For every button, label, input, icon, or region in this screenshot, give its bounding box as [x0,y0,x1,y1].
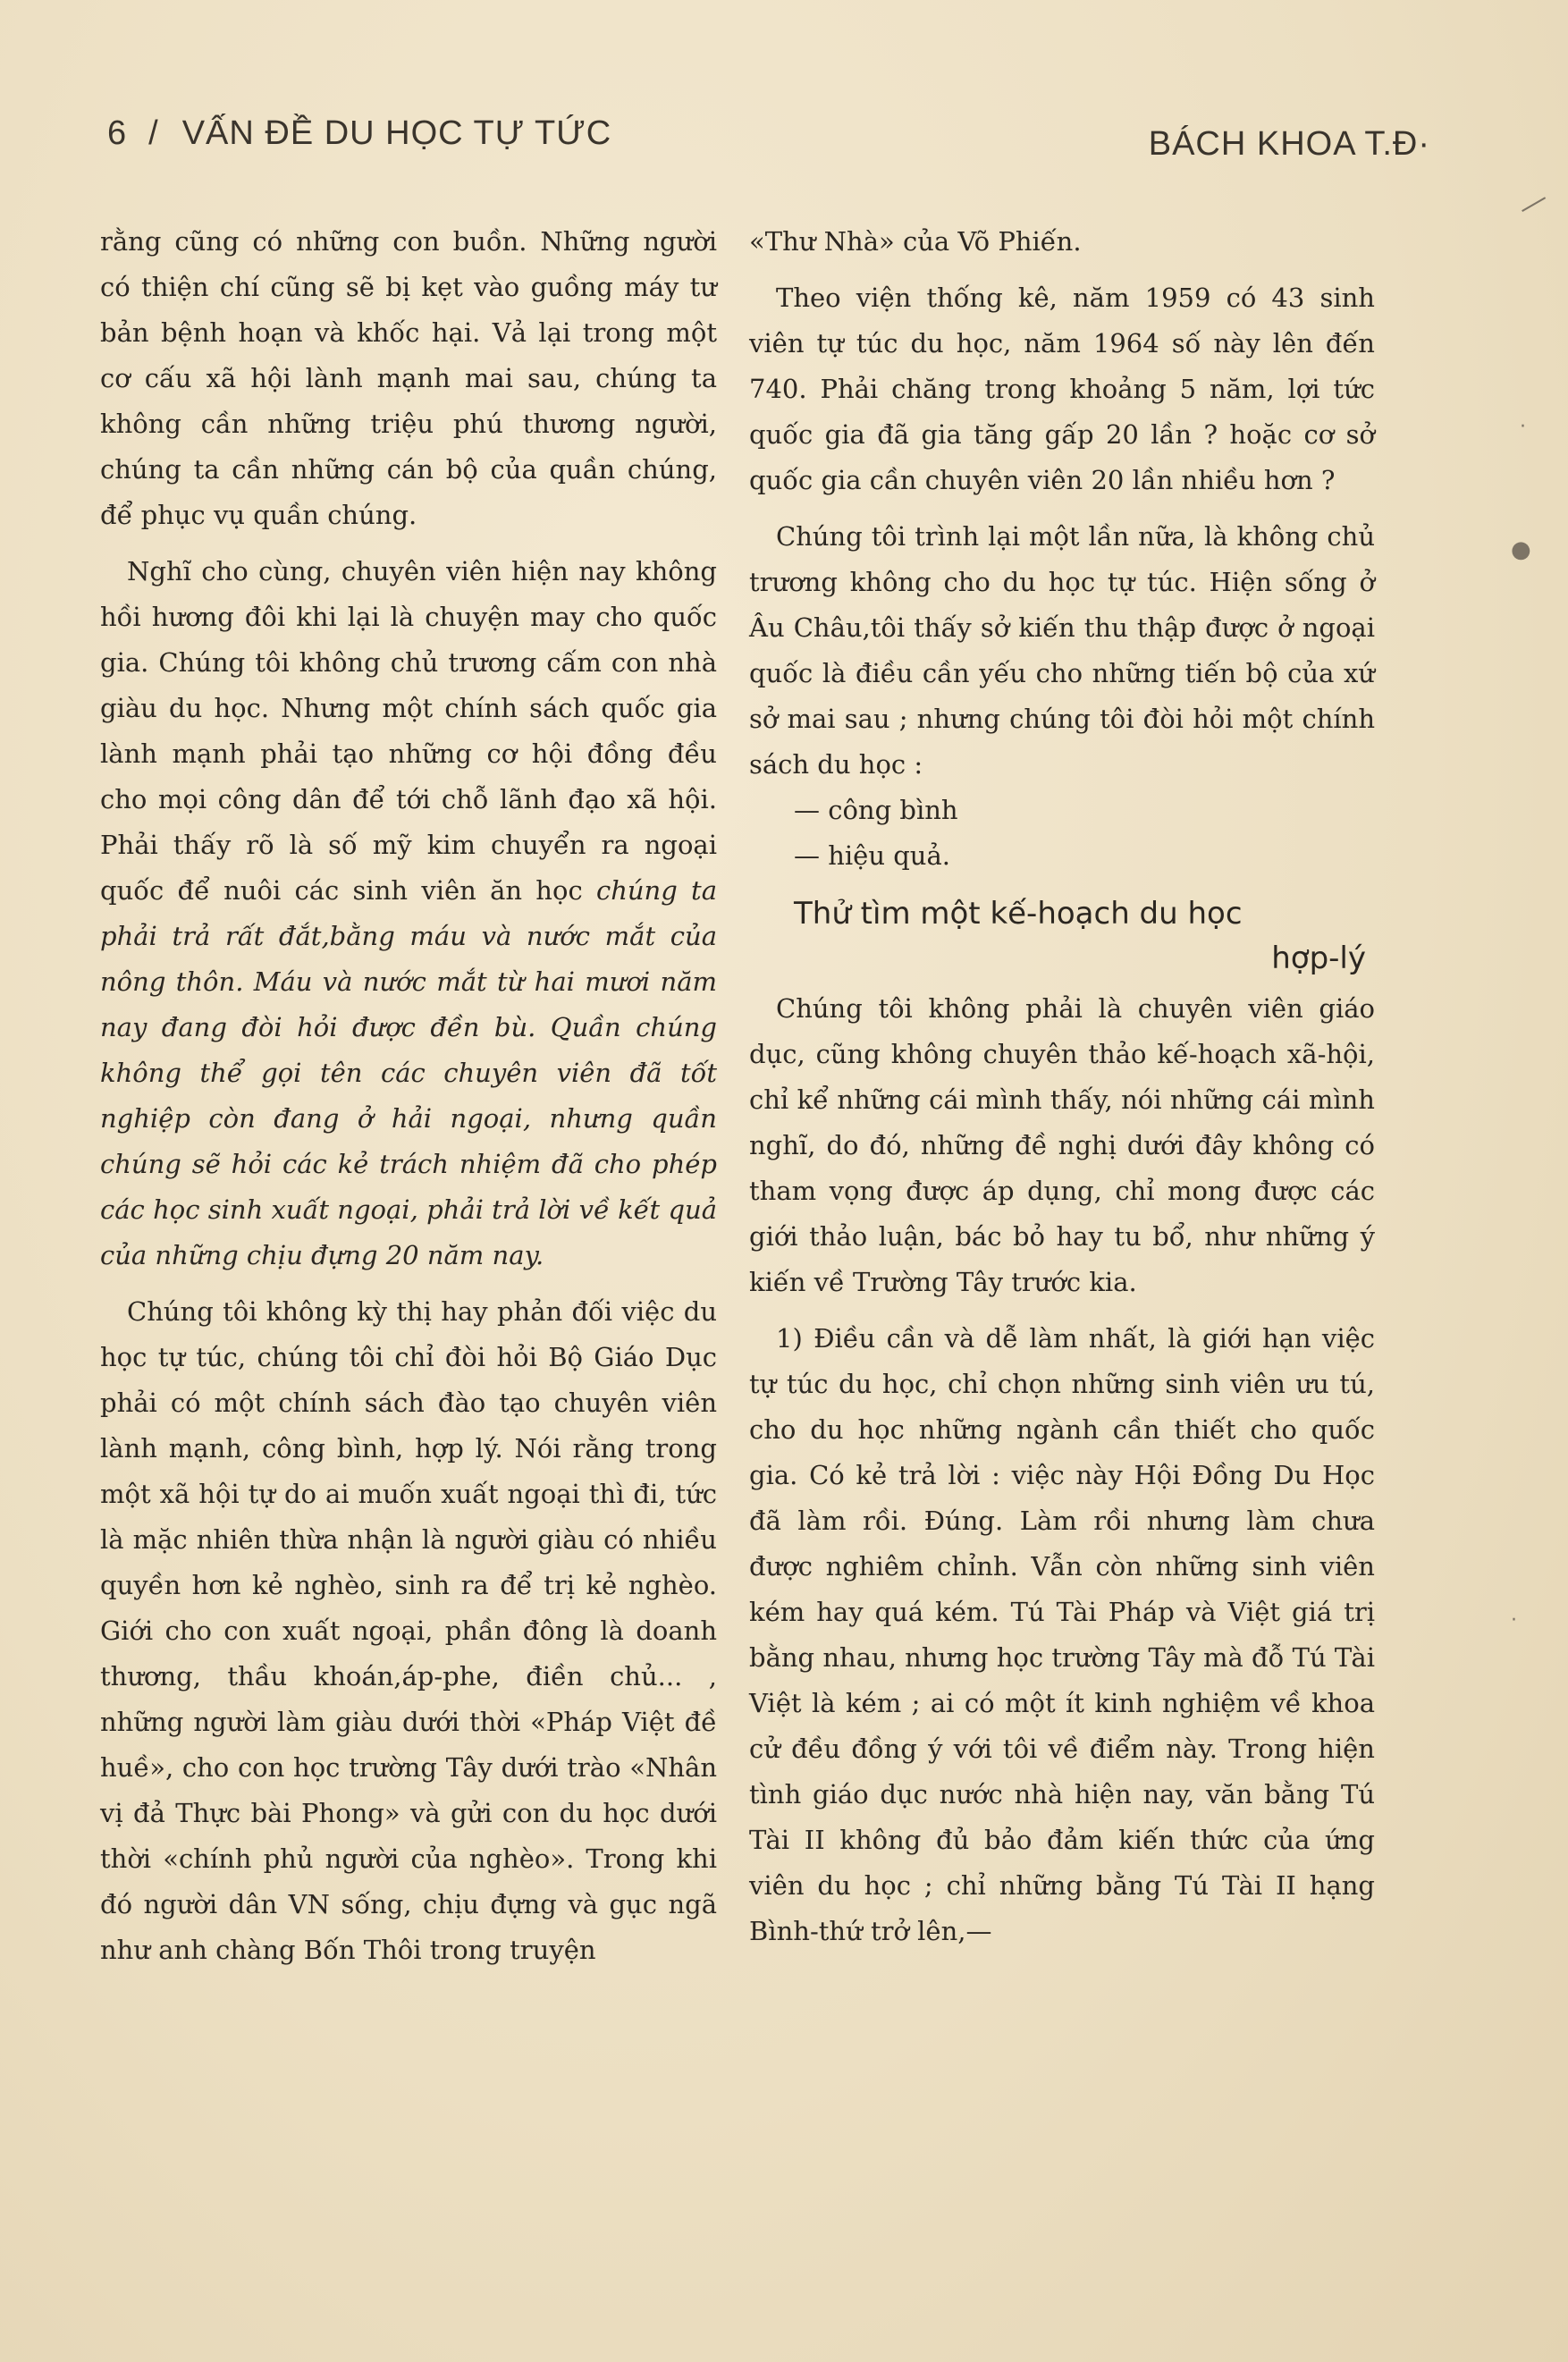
magazine-name: BÁCH KHOA T.Đ· [1148,125,1430,163]
header-left [107,114,611,153]
section-heading-line: hợp-lý [1271,941,1366,976]
paragraph: 1) Điều cần và dễ làm nhất, là giới hạn việc tự túc du học, chỉ chọn những sinh viên ưu tú, cho du học những ngành cần thiết cho quốc gia. Có kẻ trả lời : việc này Hội Đồng Du Học đã làm rồi. Đúng. Làm rồi nhưng làm chưa được nghiêm chỉnh. Vẫn còn những sinh viên kém hay quá kém. Tú Tài Pháp và Việt giá trị bằng nhau, nhưng học trường Tây mà đỗ Tú Tài Việt là kém ; ai có một ít kinh nghiệm về khoa cử đều đồng ý với tôi về điểm này. Trong hiện tình giáo dục nước nhà hiện nay, văn bằng Tú Tài II không đủ bảo đảm kiến thức của ứng viên du học ; chỉ những bằng Tú Tài II hạng Bình-thứ trở lên,— [749,1323,1375,1946]
paragraph-text: Nghĩ cho cùng, chuyên viên hiện nay không hồi hương đôi khi lại là chuyện may cho quốc gia. Chúng tôi không chủ trương cấm con nhà giàu du học. Nhưng một chính sách quốc gia lành mạnh phải tạo những cơ hội đồng đều cho mọi công dân để tới chỗ lãnh đạo xã hội. Phải thấy rõ là số mỹ kim chuyển ra ngoại quốc để nuôi các sinh viên ăn học [100,556,717,906]
margin-speck: ― [1513,182,1553,224]
margin-speck: · [1520,416,1526,438]
paragraph [100,549,717,1278]
page-header [107,114,1430,168]
section-heading-line: Thử tìm một kế-hoạch du học [794,896,1243,932]
section-title: VẤN ĐỀ DU HỌC TỰ TỨC [181,114,612,152]
header-slash: / [148,114,159,152]
paragraph: Chúng tôi trình lại một lần nữa, là không chủ trương không cho du học tự túc. Hiện sống ở Âu Châu,tôi thấy sở kiến thu thập được ở ngoại quốc là điều cần yếu cho những tiến bộ của xứ sở mai sau ; nhưng chúng tôi đòi hỏi một chính sách du học : [749,521,1375,780]
paragraph: Theo viện thống kê, năm 1959 có 43 sinh viên tự túc du học, năm 1964 số này lên đến 740. Phải chăng trong khoảng 5 năm, lợi tức quốc gia đã gia tăng gấp 20 lần ? hoặc cơ sở quốc gia cần chuyên viên 20 lần nhiều hơn ? [749,283,1375,495]
paragraph: Chúng tôi không phải là chuyên viên giáo dục, cũng không chuyên thảo kế-hoạch xã-hội, chỉ kể những cái mình thấy, nói những cái mình nghĩ, do đó, những đề nghị dưới đây không có tham vọng được áp dụng, chỉ mong được các giới thảo luận, bác bỏ hay tu bổ, như những ý kiến về Trường Tây trước kia. [749,993,1375,1297]
paragraph-italic-text: chúng ta phải trả rất đắt,bằng máu và nước mắt của nông thôn. Máu và nước mắt từ hai mươi năm nay đang đòi hỏi được đền bù. Quần chúng không thể gọi tên các chuyên viên đã tốt nghiệp còn đang ở hải ngoại, nhưng quần chúng sẽ hỏi các kẻ trách nhiệm đã cho phép các học sinh xuất ngoại, phải trả lời về kết quả của những chịu đựng 20 năm nay. [100,875,717,1270]
left-column [100,219,717,1973]
paragraph: Chúng tôi không kỳ thị hay phản đối việc du học tự túc, chúng tôi chỉ đòi hỏi Bộ Giáo Dục phải có một chính sách đào tạo chuyên viên lành mạnh, công bình, hợp lý. Nói rằng trong một xã hội tự do ai muốn xuất ngoại thì đi, tức là mặc nhiên thừa nhận là người giàu có nhiều quyền hơn kẻ nghèo, sinh ra để trị kẻ nghèo. Giới cho con xuất ngoại, phần đông là doanh thương, thầu khoán,áp-phe, điền chủ... , những người làm giàu dưới thời «Pháp Việt đề huề», cho con học trường Tây dưới trào «Nhân vị đả Thực bài Phong» và gửi con du học dưới thời «chính phủ người của nghèo». Trong khi đó người dân VN sống, chịu đựng và gục ngã như anh chàng Bốn Thôi trong truyện [100,1296,717,1965]
list-item: — công bình [794,795,958,825]
list-item: — hiệu quả. [794,840,950,871]
margin-speck: ● [1511,536,1531,563]
right-column [749,219,1375,1954]
margin-speck: · [1511,1609,1517,1632]
section-heading [749,891,1375,981]
paragraph: «Thư Nhà» của Võ Phiến. [749,226,1082,257]
paragraph: rằng cũng có những con buồn. Những người có thiện chí cũng sẽ bị kẹt vào guồng máy tư bản bệnh hoạn và khốc hại. Vả lại trong một cơ cấu xã hội lành mạnh mai sau, chúng ta không cần những triệu phú thương người, chúng ta cần những cán bộ của quần chúng, để phục vụ quần chúng. [100,226,717,530]
page-number: 6 [107,114,128,152]
